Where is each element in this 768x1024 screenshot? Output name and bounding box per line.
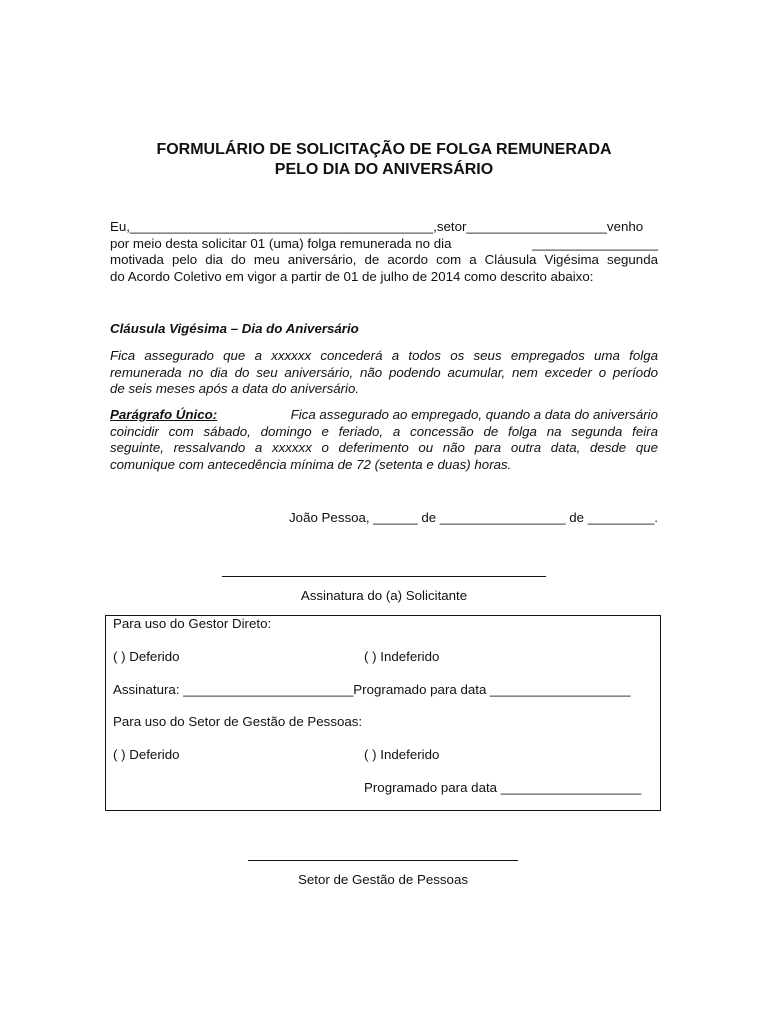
gestao-pessoas-label: Para uso do Setor de Gestão de Pessoas:: [113, 714, 363, 729]
clause-title: Cláusula Vigésima – Dia do Aniversário: [110, 321, 359, 336]
date-line[interactable]: João Pessoa, ______ de _________________ de _________.: [289, 510, 658, 525]
solicitante-signature-line[interactable]: [222, 562, 546, 577]
gestao-signature-line[interactable]: [248, 846, 518, 861]
gestao-deferido-checkbox[interactable]: ( ) Deferido: [113, 747, 180, 762]
title-line-2: PELO DIA DO ANIVERSÁRIO: [274, 161, 494, 178]
intro-line-1: Eu,_________________________________________,setor___________________venho: [110, 219, 644, 234]
clause-paragraph-1: Fica assegurado que a xxxxxx concederá a todos os seus empregados uma folga remunerada no dia do seu aniversário, não podendo acumular, nem exceder o período de seis meses após a data do aniversário.: [110, 348, 658, 396]
paragrafo-unico-label: Parágrafo Único:: [110, 407, 218, 422]
intro-paragraph: [110, 219, 658, 285]
gestao-indeferido-checkbox[interactable]: ( ) Indeferido: [364, 747, 440, 762]
gestor-direto-label: Para uso do Gestor Direto:: [113, 616, 272, 631]
gestao-signature-label: Setor de Gestão de Pessoas: [297, 872, 468, 887]
approval-box: [105, 615, 661, 811]
gestor-deferido-checkbox[interactable]: ( ) Deferido: [113, 649, 180, 664]
gestor-assinatura-field[interactable]: Assinatura: _______________________Programado para data ___________________: [113, 682, 631, 697]
intro-line-4: do Acordo Coletivo em vigor a partir de 01 de julho de 2014 como descrito abaixo:: [110, 268, 594, 284]
clause-paragraph-unico: Parágrafo Único: Fica assegurado ao empregado, quando a data do aniversário coincidir com sábado, domingo e feriado, a concessão de folga na segunda feira seguinte, ressalvando a xxxxxx o deferimento ou não para outra data, desde que comunique com antecedência mínima de 72 (setenta e duas) horas.: [110, 407, 658, 472]
title-line-1: FORMULÁRIO DE SOLICITAÇÃO DE FOLGA REMUNERADA: [156, 141, 612, 158]
gestor-indeferido-checkbox[interactable]: ( ) Indeferido: [364, 649, 440, 664]
form-title: [110, 140, 658, 180]
solicitante-signature-label: Assinatura do (a) Solicitante: [300, 588, 468, 603]
intro-line-3: motivada pelo dia do meu aniversário, de acordo com a Cláusula Vigésima segunda: [110, 252, 658, 267]
gestao-programado-field[interactable]: Programado para data ___________________: [364, 780, 642, 795]
intro-line-2: por meio desta solicitar 01 (uma) folga remunerada no dia _________________: [110, 235, 658, 251]
